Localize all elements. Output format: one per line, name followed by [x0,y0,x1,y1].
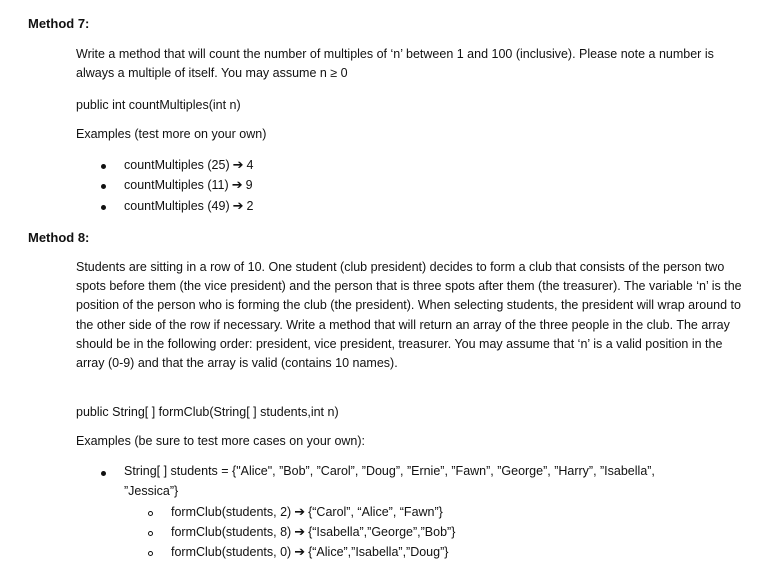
circle-bullet-icon [148,551,153,556]
example-result: {“Alice”,”Isabella”,”Doug”} [308,545,449,559]
students-declaration-line1: String[ ] students = {"Alice", ”Bob”, ”Carol”, ”Doug”, ”Ernie”, ”Fawn”, ”George”, ”Harry”, ”Isabella”, [124,464,655,478]
example-call: countMultiples (49) [124,199,230,213]
students-declaration-line2: ”Jessica”} [124,484,179,498]
example-result: 2 [246,199,254,213]
example-result: 9 [245,178,253,192]
method7-heading: Method 7: [28,16,90,31]
example-result: 4 [246,158,254,172]
method7-description: Write a method that will count the number of multiples of ‘n’ between 1 and 100 (inclusive). Please note a number is always a multiple of itself. You may assume n ≥ 0 [76,47,714,81]
bullet-icon [101,164,106,169]
method8-description: Students are sitting in a row of 10. One student (club president) decides to form a club that consists of the person two spots before them (the vice president) and the person that is three spots after them (the treasurer). The variable ‘n’ is the position of the person who is forming the club (the president). When selecting students, the president will wrap around to the other side of the row if necessary. Write a method that will return an array of the three people in the club. The array should be in the following order: president, vice president, treasurer. You may assume that ‘n’ is a valid position in the array (0-9) and that the array is valid (contains 10 names). [76,260,742,371]
arrow-right-icon: ➔ [294,504,306,519]
bullet-icon [101,184,106,189]
arrow-right-icon: ➔ [232,198,244,213]
example-call: countMultiples (25) [124,158,230,172]
method8-heading: Method 8: [28,230,90,245]
bullet-icon [101,471,106,476]
method8-signature: public String[ ] formClub(String[ ] students,int n) [76,405,339,419]
method8-examples-label: Examples (be sure to test more cases on your own): [76,434,366,448]
circle-bullet-icon [148,511,153,516]
example-call: countMultiples (11) [124,178,229,192]
example-call: formClub(students, 0) [171,545,292,559]
arrow-right-icon: ➔ [294,524,306,539]
arrow-right-icon: ➔ [232,157,244,172]
method7-examples-label: Examples (test more on your own) [76,127,267,141]
example-call: formClub(students, 8) [171,525,292,539]
example-result: {“Isabella”,”George”,”Bob”} [308,525,456,539]
example-result: {“Carol”, “Alice”, “Fawn”} [308,505,443,519]
circle-bullet-icon [148,531,153,536]
bullet-icon [101,205,106,210]
arrow-right-icon: ➔ [294,544,306,559]
method7-signature: public int countMultiples(int n) [76,98,241,112]
example-call: formClub(students, 2) [171,505,292,519]
arrow-right-icon: ➔ [231,177,243,192]
